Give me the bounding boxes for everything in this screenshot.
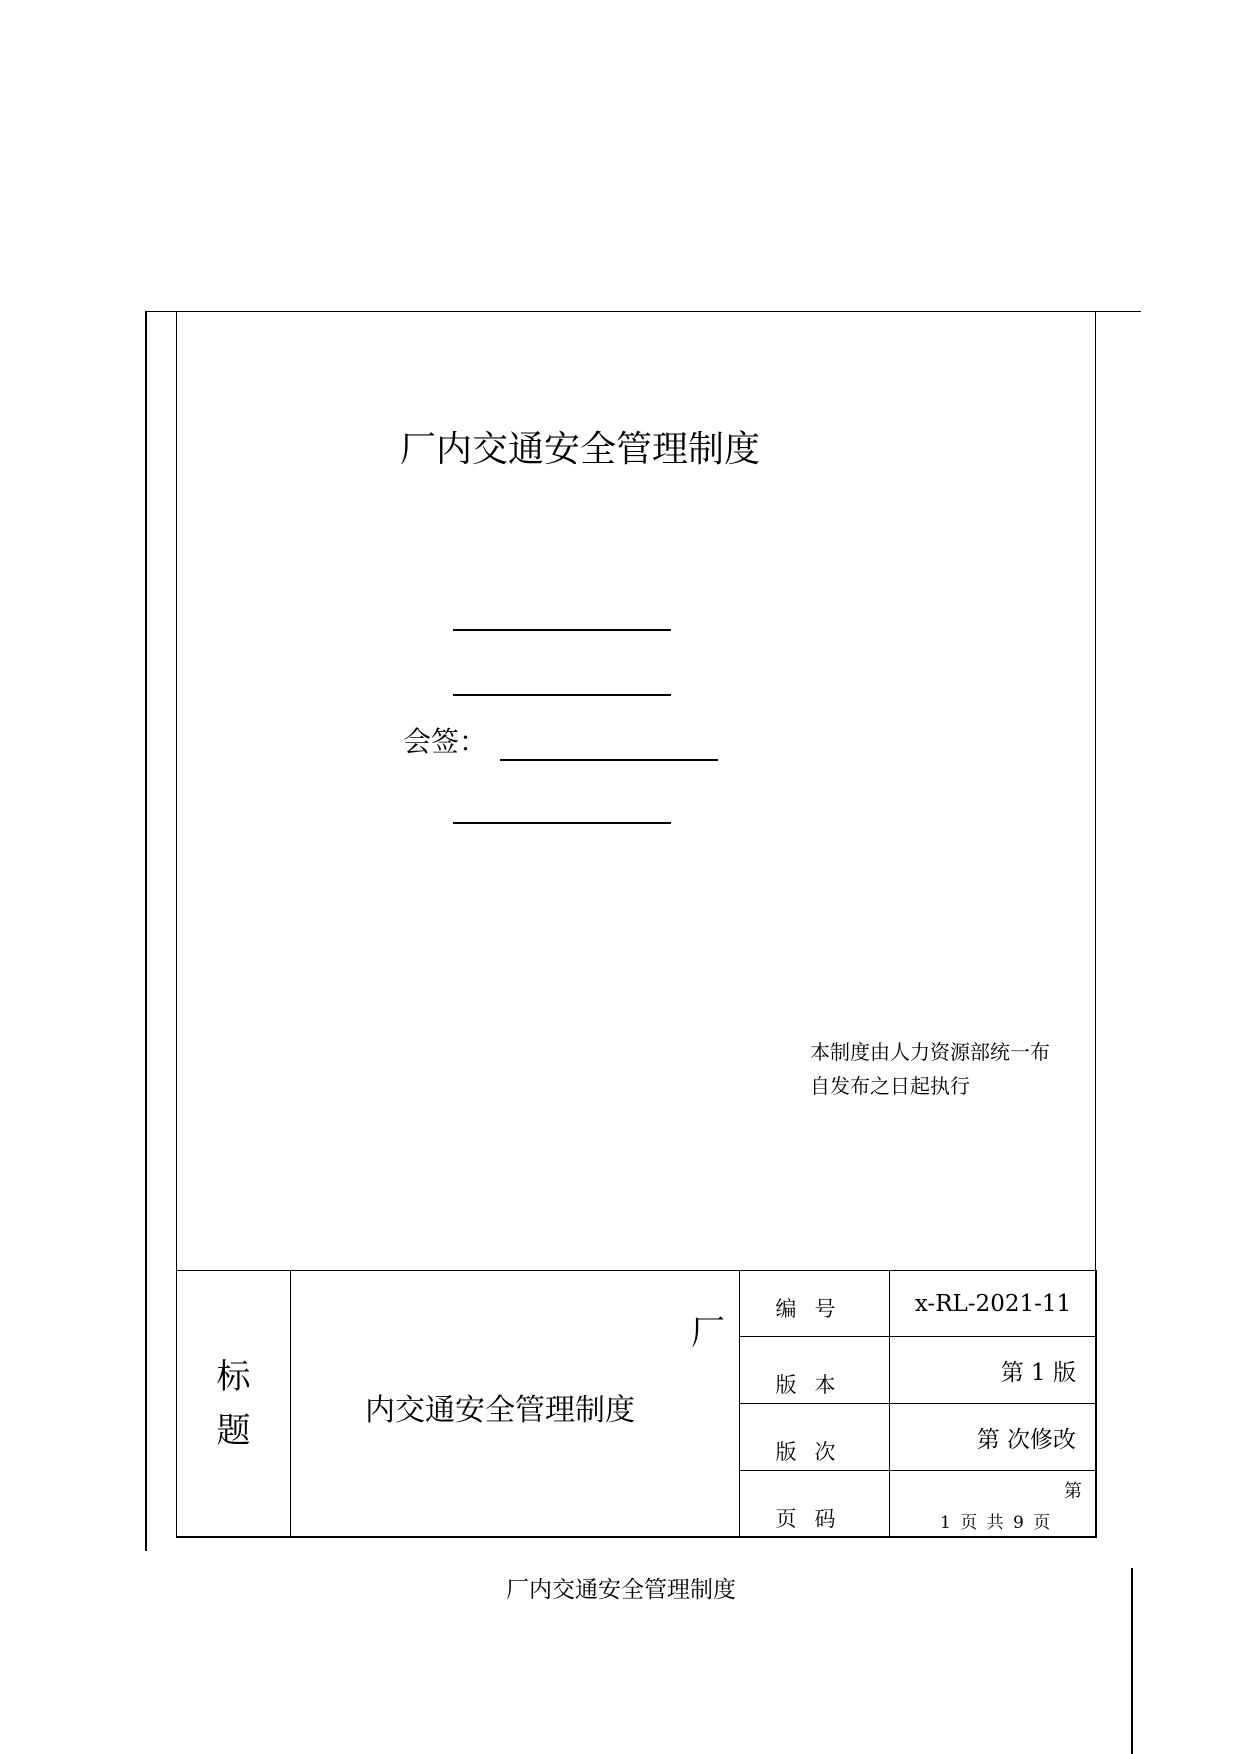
document-title: 厂内交通安全管理制度	[400, 429, 761, 470]
revision-key-text: 版次	[775, 1440, 854, 1464]
page-value-bottom: 1 页 共 9 页	[940, 1513, 1051, 1533]
page-key	[740, 1471, 890, 1538]
countersign-label: 会签：	[403, 725, 488, 758]
page-value-top: 第	[1064, 1481, 1082, 1502]
left-margin-line-outer	[145, 311, 147, 1551]
title-value-cell	[291, 1271, 740, 1538]
title-label-char-1: 标	[216, 1357, 251, 1397]
code-value: x-RL-2021-11	[890, 1271, 1097, 1337]
signature-line-4	[453, 822, 671, 824]
signature-line-1	[453, 629, 671, 631]
right-margin-line	[1131, 1568, 1133, 1754]
version-key	[740, 1337, 890, 1404]
version-value: 第 1 版	[890, 1337, 1097, 1404]
signature-line-2	[453, 694, 671, 696]
page-key-text: 页码	[775, 1507, 854, 1531]
page-value	[890, 1471, 1097, 1538]
signature-line-3	[500, 759, 718, 761]
title-first-char: 厂	[691, 1313, 725, 1353]
code-key-text: 编号	[775, 1296, 854, 1321]
code-key	[740, 1271, 890, 1337]
title-label-char-2: 题	[216, 1411, 251, 1451]
notice-line-2: 自发布之日起执行	[810, 1074, 970, 1098]
revision-key	[740, 1404, 890, 1471]
revision-value: 第 次修改	[890, 1404, 1097, 1471]
version-key-text: 版本	[775, 1373, 854, 1397]
document-info-table	[176, 1270, 1097, 1538]
footer-title: 厂内交通安全管理制度	[506, 1577, 736, 1603]
title-rest: 内交通安全管理制度	[365, 1393, 635, 1428]
title-label-cell	[177, 1271, 291, 1538]
notice-line-1: 本制度由人力资源部统一布	[810, 1040, 1050, 1064]
